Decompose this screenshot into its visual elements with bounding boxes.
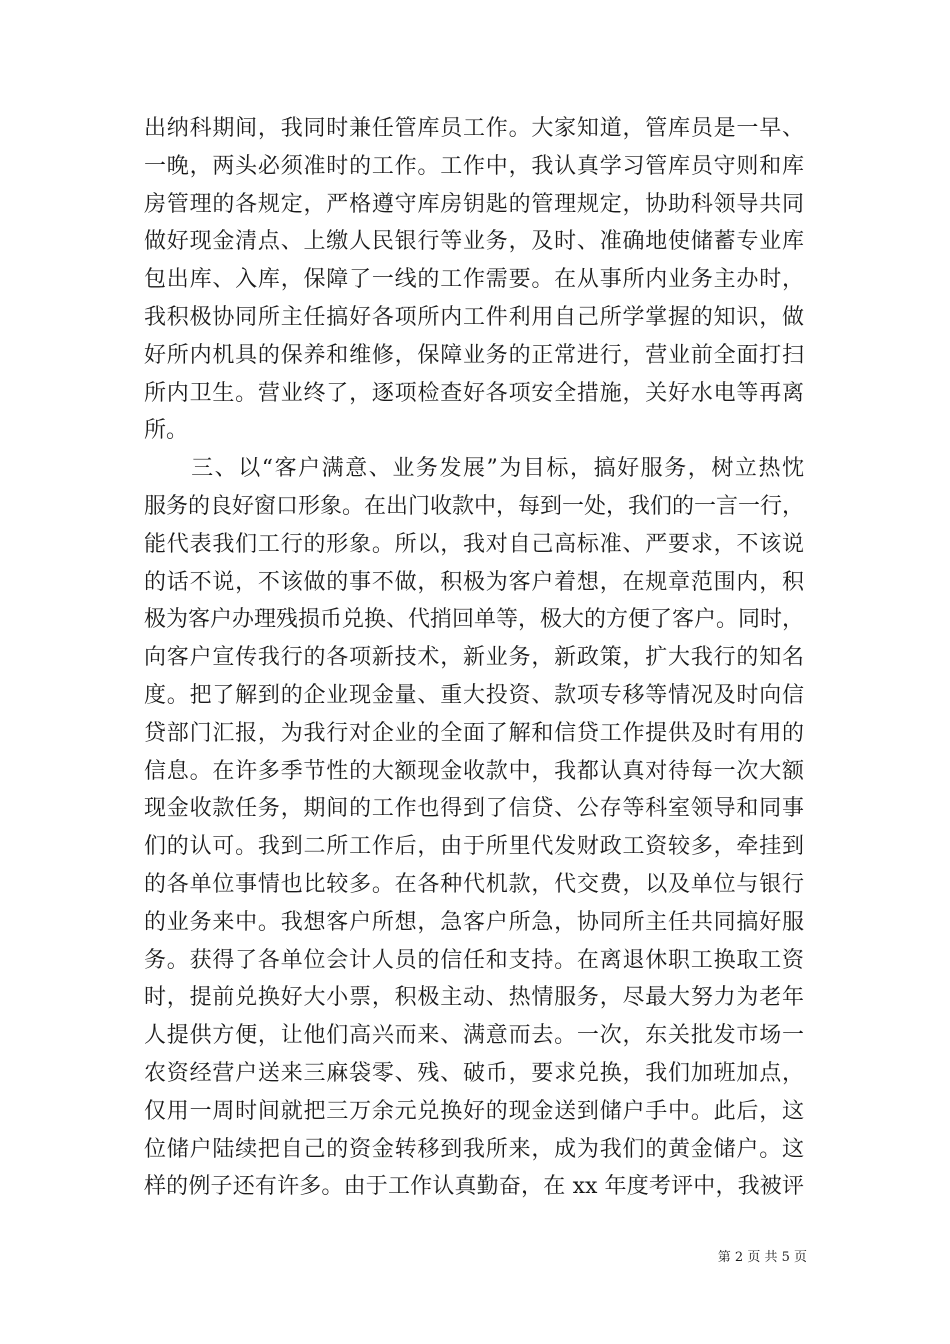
text-line: 房管理的各规定，严格遵守库房钥匙的管理规定，协助科领导共同: [144, 191, 804, 217]
text-line: 我积极协同所主任搞好各项所内工件利用自己所学掌握的知识，做: [144, 304, 804, 330]
text-line: 务。获得了各单位会计人员的信任和支持。在离退休职工换取工资: [144, 947, 804, 973]
paragraph-2: [144, 450, 804, 1206]
text-line: 的业务来中。我想客户所想，急客户所急，协同所主任共同搞好服: [144, 909, 804, 935]
text-line: 度。把了解到的企业现金量、重大投资、款项专移等情况及时向信: [144, 682, 804, 708]
text-line: 们的认可。我到二所工作后，由于所里代发财政工资较多，牵挂到: [144, 834, 804, 860]
text-line: 现金收款任务，期间的工作也得到了信贷、公存等科室领导和同事: [144, 796, 804, 822]
text-line: 一晚，两头必须准时的工作。工作中，我认真学习管库员守则和库: [144, 153, 804, 179]
paragraph-1: [144, 110, 804, 450]
text-line: 包出库、入库，保障了一线的工作需要。在从事所内业务主办时，: [144, 267, 804, 293]
text-line: 能代表我们工行的形象。所以，我对自己高标准、严要求，不该说: [144, 531, 804, 557]
text-line: 农资经营户送来三麻袋零、残、破币，要求兑换，我们加班加点，: [144, 1060, 804, 1086]
text-line: 贷部门汇报，为我行对企业的全面了解和信贷工作提供及时有用的: [144, 720, 804, 746]
text-line: 做好现金清点、上缴人民银行等业务，及时、准确地使储蓄专业库: [144, 229, 804, 255]
text-line: 仅用一周时间就把三万余元兑换好的现金送到储户手中。此后，这: [144, 1098, 804, 1124]
text-line: 人提供方便，让他们高兴而来、满意而去。一次，东关批发市场一: [144, 1023, 804, 1049]
text-line: 好所内机具的保养和维修，保障业务的正常进行，营业前全面打扫: [144, 342, 804, 368]
text-line: 所内卫生。营业终了，逐项检查好各项安全措施，关好水电等再离: [144, 380, 804, 406]
text-line: 服务的良好窗口形象。在出门收款中，每到一处，我们的一言一行，: [144, 493, 804, 519]
text-line: 位储户陆续把自己的资金转移到我所来，成为我们的黄金储户。这: [144, 1136, 804, 1162]
text-line: 所。: [144, 418, 189, 444]
text-line: 样的例子还有许多。由于工作认真勤奋，在 xx 年度考评中，我被评: [144, 1174, 804, 1200]
text-line: 的话不说，不该做的事不做，积极为客户着想，在规章范围内，积: [144, 569, 804, 595]
text-line: 信息。在许多季节性的大额现金收款中，我都认真对待每一次大额: [144, 758, 804, 784]
text-line: 出纳科期间，我同时兼任管库员工作。大家知道，管库员是一早、: [144, 116, 804, 141]
text-line: 极为客户办理残损币兑换、代捎回单等，极大的方便了客户。同时，: [144, 607, 804, 633]
page-number-footer: 第 2 页 共 5 页: [717, 1250, 807, 1265]
text-line: 向客户宣传我行的各项新技术，新业务，新政策，扩大我行的知名: [144, 645, 804, 671]
text-line: 三、以“客户满意、业务发展”为目标，搞好服务，树立热忱: [144, 456, 804, 482]
text-line: 时，提前兑换好大小票，积极主动、热情服务，尽最大努力为老年: [144, 985, 804, 1011]
text-line: 的各单位事情也比较多。在各种代机款，代交费，以及单位与银行: [144, 871, 804, 897]
document-body: [144, 110, 804, 1206]
